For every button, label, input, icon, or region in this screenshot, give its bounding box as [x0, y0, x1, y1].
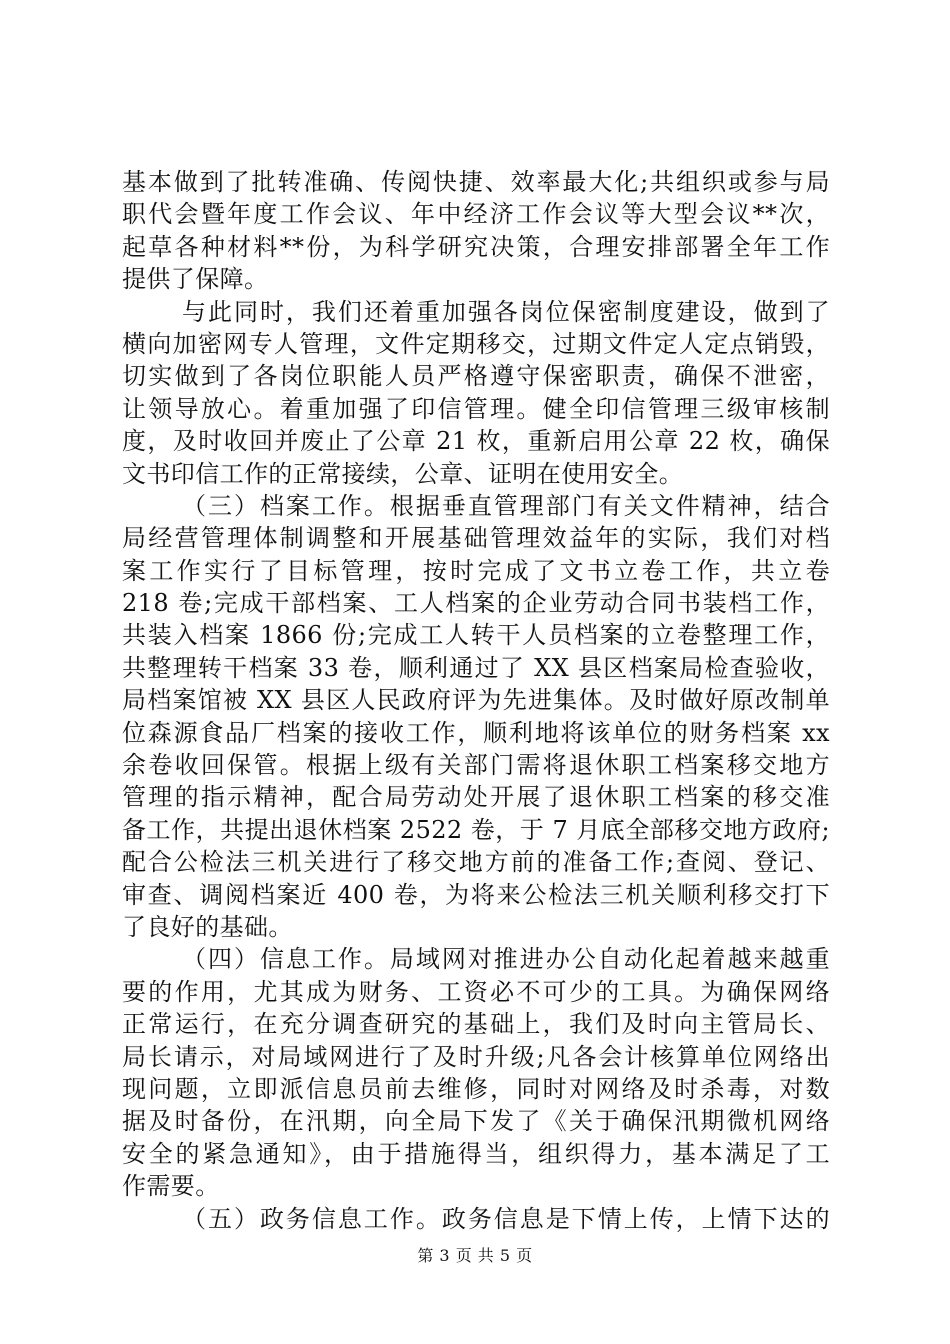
text-line: （四）信息工作。局域网对推进办公自动化起着越来越重 — [182, 945, 830, 974]
text-line: 要的作用，尤其成为财务、工资必不可少的工具。为确保网络 — [122, 977, 830, 1006]
text-line: 审查、调阅档案近 400 卷，为将来公检法三机关顺利移交打下 — [122, 880, 830, 909]
document-body — [122, 166, 830, 1235]
text-line: 余卷收回保管。根据上级有关部门需将退休职工档案移交地方 — [122, 751, 830, 780]
page-footer: 第 3 页 共 5 页 — [417, 1246, 533, 1265]
text-line: 职代会暨年度工作会议、年中经济工作会议等大型会议**次， — [122, 200, 830, 229]
text-line: 共整理转干档案 33 卷，顺利通过了 XX 县区档案局检查验收， — [122, 653, 830, 682]
text-line: （五）政务信息工作。政务信息是下情上传，上情下达的 — [182, 1204, 830, 1233]
text-line: 切实做到了各岗位职能人员严格遵守保密职责，确保不泄密， — [122, 362, 830, 391]
text-line: 局档案馆被 XX 县区人民政府评为先进集体。及时做好原改制单 — [122, 686, 830, 715]
text-line: 文书印信工作的正常接续，公章、证明在使用安全。 — [122, 459, 684, 488]
text-line: 现问题，立即派信息员前去维修，同时对网络及时杀毒，对数 — [122, 1074, 830, 1103]
text-line: 作需要。 — [122, 1172, 220, 1201]
text-line: 起草各种材料**份，为科学研究决策，合理安排部署全年工作 — [122, 232, 830, 261]
text-line: 218 卷;完成干部档案、工人档案的企业劳动合同书装档工作， — [122, 589, 830, 618]
text-line: 共装入档案 1866 份;完成工人转干人员档案的立卷整理工作， — [122, 621, 830, 650]
text-line: 基本做到了批转准确、传阅快捷、效率最大化;共组织或参与局 — [122, 168, 830, 196]
text-line: （三）档案工作。根据垂直管理部门有关文件精神，结合 — [182, 491, 830, 520]
text-line: 了良好的基础。 — [122, 912, 293, 941]
text-line: 备工作，共提出退休档案 2522 卷，于 7 月底全部移交地方政府; — [122, 815, 830, 844]
text-line: 配合公检法三机关进行了移交地方前的准备工作;查阅、登记、 — [122, 848, 830, 877]
text-line: 局长请示，对局域网进行了及时升级;凡各会计核算单位网络出 — [122, 1042, 830, 1071]
text-line: 位森源食品厂档案的接收工作，顺利地将该单位的财务档案 xx — [122, 718, 830, 747]
text-line: 提供了保障。 — [122, 265, 269, 294]
text-line: 案工作实行了目标管理，按时完成了文书立卷工作，共立卷 — [122, 556, 830, 585]
text-line: 管理的指示精神，配合局劳动处开展了退休职工档案的移交准 — [122, 783, 830, 812]
text-line: 度，及时收回并废止了公章 21 枚，重新启用公章 22 枚，确保 — [122, 427, 830, 456]
text-line: 与此同时，我们还着重加强各岗位保密制度建设，做到了 — [182, 297, 830, 326]
text-line: 安全的紧急通知》，由于措施得当，组织得力，基本满足了工 — [122, 1139, 830, 1168]
text-line: 让领导放心。着重加强了印信管理。健全印信管理三级审核制 — [122, 394, 830, 423]
text-line: 局经营管理体制调整和开展基础管理效益年的实际，我们对档 — [122, 524, 830, 553]
text-line: 横向加密网专人管理，文件定期移交，过期文件定人定点销毁， — [122, 329, 830, 358]
text-line: 据及时备份，在汛期，向全局下发了《关于确保汛期微机网络 — [122, 1107, 830, 1136]
text-line: 正常运行，在充分调查研究的基础上，我们及时向主管局长、 — [122, 1010, 830, 1039]
